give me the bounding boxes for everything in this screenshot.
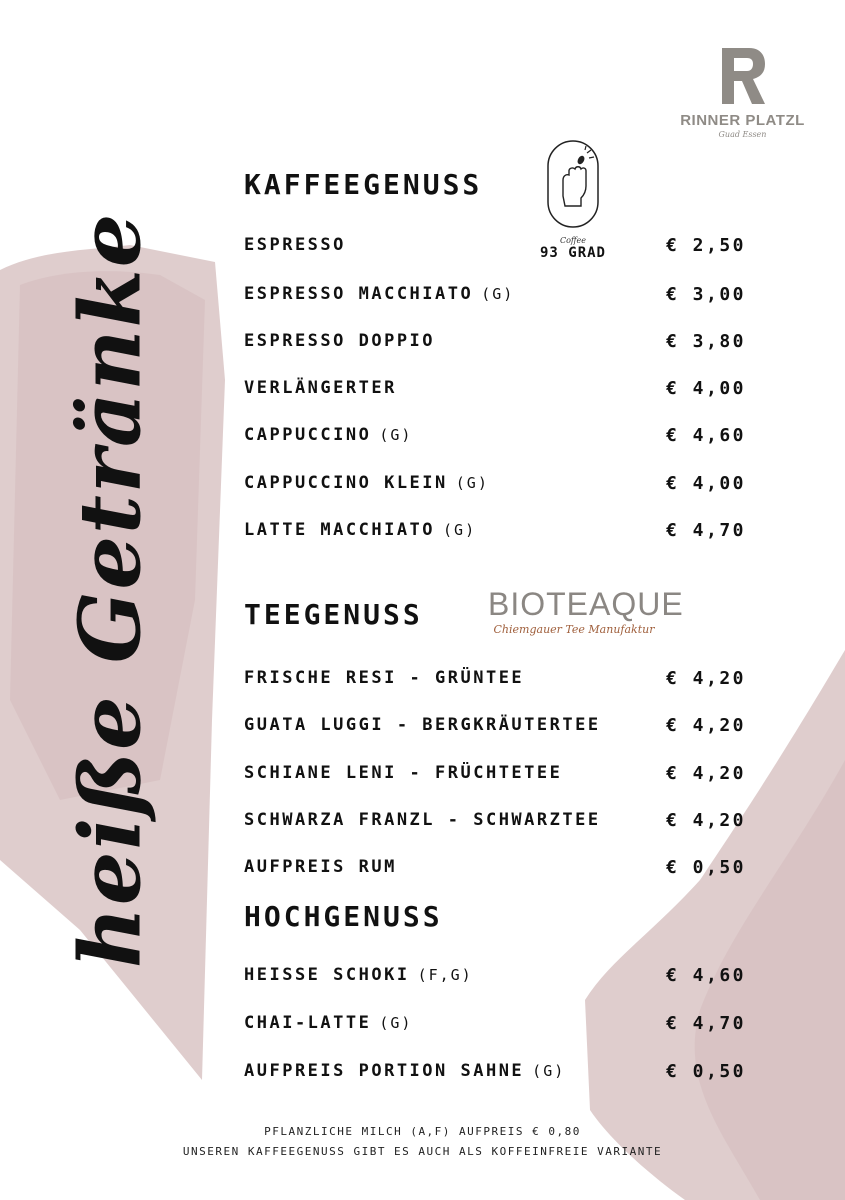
vertical-title: heiße Getränke — [60, 211, 160, 969]
menu-item — [244, 715, 746, 741]
menu-item — [244, 378, 746, 404]
item-price: € 4,20 — [665, 715, 746, 736]
item-name: SCHWARZA FRANZL - SCHWARZTEE — [244, 810, 601, 830]
menu-item — [244, 473, 746, 499]
menu-item — [244, 1061, 746, 1087]
item-allergen-note: (G) — [481, 285, 515, 303]
brand-r-icon — [719, 46, 767, 106]
section-title-tea: TEEGENUSS — [244, 598, 423, 631]
menu-item — [244, 1013, 746, 1039]
menu-item — [244, 520, 746, 546]
menu-item — [244, 284, 746, 310]
brand-tagline: Guad Essen — [718, 130, 767, 139]
item-name: CAPPUCCINO (G) — [244, 425, 413, 445]
item-name: SCHIANE LENI - FRÜCHTETEE — [244, 763, 563, 783]
item-price: € 4,70 — [665, 1013, 746, 1034]
item-name: LATTE MACCHIATO (G) — [244, 520, 477, 540]
menu-item — [244, 810, 746, 836]
footer-note-decaf: UNSEREN KAFFEEGENUSS GIBT ES AUCH ALS KOFFEINFREIE VARIANTE — [182, 1145, 663, 1158]
item-allergen-note: (G) — [379, 1014, 413, 1032]
item-name: CAPPUCCINO KLEIN (G) — [244, 473, 489, 493]
item-allergen-note: (G) — [443, 521, 477, 539]
item-price: € 4,60 — [665, 965, 746, 986]
coffee-logo-name: 93 GRAD — [539, 245, 606, 261]
tea-logo-name: BIOTEAQUE — [488, 586, 684, 622]
item-name: ESPRESSO MACCHIATO (G) — [244, 284, 515, 304]
footer-note-plant-milk: PFLANZLICHE MILCH (A,F) AUFPREIS € 0,80 — [264, 1125, 581, 1138]
menu-item — [244, 235, 746, 261]
item-price: € 4,70 — [665, 520, 746, 541]
menu-item — [244, 965, 746, 991]
coffee-fist-icon — [545, 138, 601, 230]
item-name: ESPRESSO DOPPIO — [244, 331, 436, 351]
item-name: VERLÄNGERTER — [244, 378, 397, 398]
item-price: € 3,80 — [665, 331, 746, 352]
item-price: € 4,20 — [665, 763, 746, 784]
item-name: HEISSE SCHOKI (F,G) — [244, 965, 473, 985]
item-price: € 4,20 — [665, 668, 746, 689]
coffee-logo-small-text: Coffee — [559, 236, 587, 245]
menu-item — [244, 857, 746, 883]
item-price: € 2,50 — [665, 235, 746, 256]
item-allergen-note: (G) — [455, 474, 489, 492]
item-price: € 4,20 — [665, 810, 746, 831]
item-price: € 4,60 — [665, 425, 746, 446]
item-price: € 3,00 — [665, 284, 746, 305]
tea-supplier-logo — [488, 586, 684, 636]
section-title-treat: HOCHGENUSS — [244, 900, 443, 933]
item-price: € 4,00 — [665, 473, 746, 494]
item-name: AUFPREIS RUM — [244, 857, 397, 877]
item-price: € 4,00 — [665, 378, 746, 399]
item-name: ESPRESSO — [244, 235, 346, 255]
brand-logo — [680, 46, 805, 139]
item-allergen-note: (G) — [532, 1062, 566, 1080]
tea-logo-subtitle: Chiemgauer Tee Manufaktur — [493, 623, 655, 636]
item-price: € 0,50 — [665, 1061, 746, 1082]
section-title-coffee: KAFFEEGENUSS — [244, 168, 483, 201]
menu-item — [244, 668, 746, 694]
item-name: FRISCHE RESI - GRÜNTEE — [244, 668, 525, 688]
item-allergen-note: (F,G) — [417, 966, 473, 984]
item-name: AUFPREIS PORTION SAHNE (G) — [244, 1061, 566, 1081]
menu-item — [244, 763, 746, 789]
menu-item — [244, 331, 746, 357]
item-name: GUATA LUGGI - BERGKRÄUTERTEE — [244, 715, 601, 735]
brand-name: RINNER PLATZL — [680, 112, 805, 129]
item-name: CHAI-LATTE (G) — [244, 1013, 413, 1033]
item-price: € 0,50 — [665, 857, 746, 878]
menu-item — [244, 425, 746, 451]
item-allergen-note: (G) — [379, 426, 413, 444]
